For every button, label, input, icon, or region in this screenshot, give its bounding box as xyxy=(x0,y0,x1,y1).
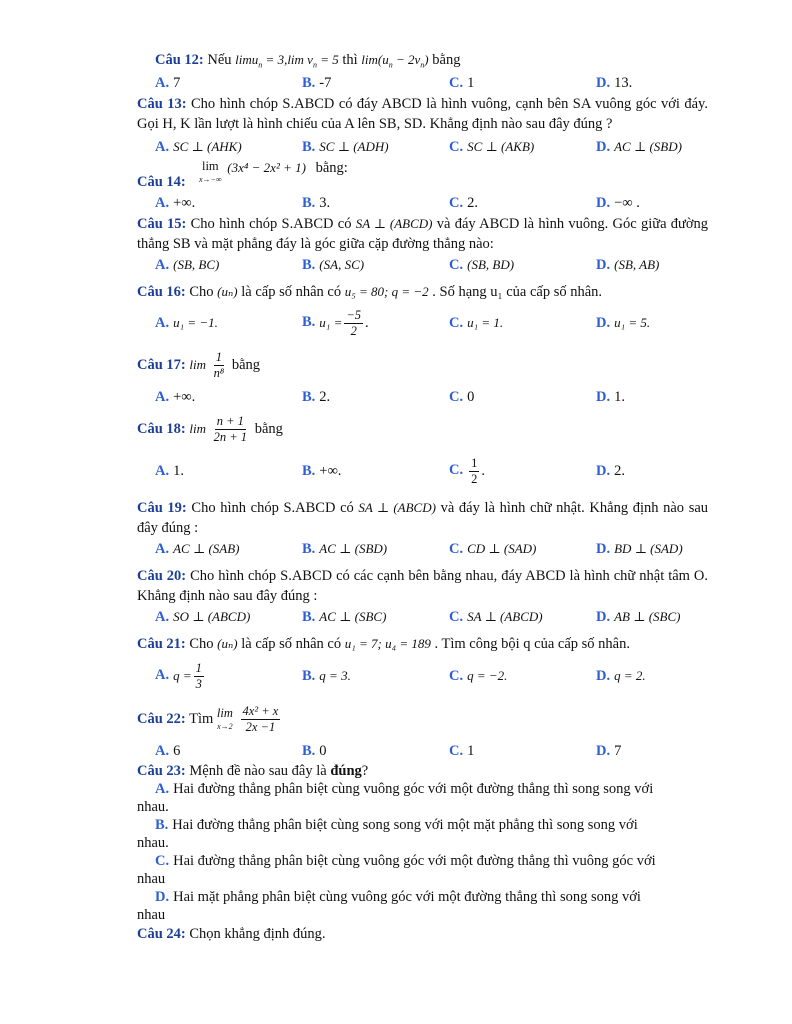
option-b[interactable]: B. AC ⊥ (SBC) xyxy=(302,608,387,625)
question-17: Câu 17: lim $\frac{1}{\text{n⁸}}$ bằng xyxy=(137,350,261,380)
option-b[interactable]: B. u₁ = $\frac{-5}{2}$ . xyxy=(302,307,369,338)
option-c[interactable]: C. (SB, BD) xyxy=(449,256,515,273)
fraction: $\frac{1}{\text{n⁸}}$ xyxy=(213,350,225,380)
statement-b[interactable]: B. Hai đường thẳng phân biệt cùng song song với một mặt phẳng thì song song với nhau. xyxy=(137,817,638,851)
question-15: Câu 15: Cho hình chóp S.ABCD có SA ⊥ (ABCD) và đáy ABCD là hình vuông. Góc giữa đường thẳng SB và mặt phẳng đáy là góc giữa cặp đường thẳng nào: xyxy=(137,216,709,252)
option-d[interactable]: D. AB ⊥ (SBC) xyxy=(596,608,681,625)
option-c[interactable]: C. $\frac{1}{2}$ . xyxy=(449,455,485,486)
option-d[interactable]: D. 13. xyxy=(596,74,633,91)
option-c[interactable]: C. 2. xyxy=(449,194,478,211)
option-d[interactable]: D. u₁ = 5. xyxy=(596,314,651,331)
fraction: $\frac{\text{4x² + x}}{2x -1}$ xyxy=(242,704,279,734)
question-19: Câu 19: Cho hình chóp S.ABCD có SA ⊥ (ABCD) và đáy là hình chữ nhật. Khẳng định nào sau đây đúng : xyxy=(137,500,709,536)
option-c[interactable]: C. 1 xyxy=(449,742,475,759)
question-number: Câu 17: xyxy=(137,356,186,373)
question-24 xyxy=(137,924,708,944)
limit-expression: lim x→−∞ (3x⁴ − 2x² + 1) bằng: xyxy=(199,159,348,184)
answer-options xyxy=(137,192,708,214)
option-c[interactable]: C. 0 xyxy=(449,388,475,405)
fraction: $\frac{n + 1}{2n + 1}$ xyxy=(213,414,248,444)
question-text: Cho hình chóp S.ABCD có các cạnh bên bằng nhau, đáy ABCD là hình chữ nhật tâm O. Khẳng định nào sau đây đúng : xyxy=(137,568,709,604)
option-a[interactable]: A. AC ⊥ (SAB) xyxy=(155,540,240,557)
question-23: Câu 23: Mệnh đề nào sau đây là đúng? A. Hai đường thẳng phân biệt cùng vuông góc với một đường thẳng thì song song với nhau. B. Hai đường thẳng phân biệt cùng song song với một mặt phẳng thì song song với nhau. C. Hai đường thẳng phân biệt cùng vuông góc với một đường thẳng thì vuông góc với nhau D. Hai mặt phẳng phân biệt cùng vuông góc với một đường thẳng thì song song với nhau xyxy=(137,762,708,924)
question-18: Câu 18: lim $\frac{n + 1}{2n + 1}$ bằng xyxy=(137,414,283,444)
question-20 xyxy=(137,566,708,606)
option-a[interactable]: A. +∞. xyxy=(155,388,196,405)
option-a[interactable]: A. SC ⊥ (AHK) xyxy=(155,138,242,155)
option-d[interactable]: D. −∞ . xyxy=(596,194,640,211)
question-number: Câu 14: xyxy=(137,174,186,190)
answer-options xyxy=(137,740,708,762)
exam-page xyxy=(137,50,708,944)
statement-c[interactable]: C. Hai đường thẳng phân biệt cùng vuông góc với một đường thẳng thì vuông góc với nhau xyxy=(137,853,656,887)
answer-options xyxy=(137,254,708,276)
option-c[interactable]: C. SA ⊥ (ABCD) xyxy=(449,608,543,625)
question-number: Câu 21: xyxy=(137,636,186,652)
question-number: Câu 13: xyxy=(137,96,187,112)
option-a[interactable]: A. u₁ = −1. xyxy=(155,314,218,331)
limit-expression: limu$_n$ = 3,lim $v_n = 5$ xyxy=(235,52,339,70)
option-c[interactable]: C. 1 xyxy=(449,74,475,91)
question-number: Câu 19: xyxy=(137,500,187,516)
question-13 xyxy=(137,94,708,134)
answer-options xyxy=(137,538,708,560)
question-14 xyxy=(137,160,708,192)
option-b[interactable]: B. +∞. xyxy=(302,462,342,479)
option-d[interactable]: D. 1. xyxy=(596,388,625,405)
question-12: Câu 12: Nếu limu$_n$ = 3,lim $v_n = 5$ thì $\lim(u_n - 2v_n)$ bằng xyxy=(155,52,461,70)
option-a[interactable]: A. 7 xyxy=(155,74,181,91)
question-number: Câu 16: xyxy=(137,284,186,300)
question-number: Câu 24: xyxy=(137,926,186,942)
option-a[interactable]: A. SO ⊥ (ABCD) xyxy=(155,608,251,625)
option-b[interactable]: B. 0 xyxy=(302,742,327,759)
question-text: Chọn khẳng định đúng. xyxy=(189,926,326,942)
option-b[interactable]: B. 3. xyxy=(302,194,331,211)
option-b[interactable]: B. -7 xyxy=(302,74,332,91)
question-text: Cho hình chóp S.ABCD có đáy ABCD là hình vuông, cạnh bên SA vuông góc với đáy. Gọi H, K lần lượt là hình chiếu của A lên SB, SD. Khẳng định nào sau đây đúng ? xyxy=(137,96,708,132)
answer-options xyxy=(137,134,708,160)
option-d[interactable]: D. BD ⊥ (SAD) xyxy=(596,540,683,557)
option-b[interactable]: B. q = 3. xyxy=(302,667,351,684)
option-c[interactable]: C. SC ⊥ (AKB) xyxy=(449,138,535,155)
statement-d[interactable]: D. Hai mặt phẳng phân biệt cùng vuông góc với một đường thẳng thì song song với nhau xyxy=(137,889,641,923)
question-number: Câu 18: xyxy=(137,420,186,437)
option-b[interactable]: B. (SA, SC) xyxy=(302,256,365,273)
question-number: Câu 12: xyxy=(155,52,204,68)
answer-options xyxy=(137,606,708,628)
question-number: Câu 23: xyxy=(137,763,186,779)
question-22: Câu 22: Tìm lim x→2 $\frac{\text{4x² + x}}{2x -1}$ xyxy=(137,704,279,734)
option-a[interactable]: A. +∞. xyxy=(155,194,196,211)
option-b[interactable]: B. 2. xyxy=(302,388,331,405)
option-c[interactable]: C. u₁ = 1. xyxy=(449,314,504,331)
option-b[interactable]: B. SC ⊥ (ADH) xyxy=(302,138,389,155)
option-d[interactable]: D. (SB, AB) xyxy=(596,256,660,273)
question-21: Câu 21: Cho (uₙ) là cấp số nhân có u₁ = 7; u₄ = 189 . Tìm công bội q của cấp số nhân. xyxy=(137,636,630,652)
option-d[interactable]: D. AC ⊥ (SBD) xyxy=(596,138,682,155)
answer-options xyxy=(137,302,708,344)
question-number: Câu 20: xyxy=(137,568,187,584)
question-16: Câu 16: Cho (uₙ) là cấp số nhân có u₅ = 80; q = −2 . Số hạng u₁ của cấp số nhân. xyxy=(137,284,603,300)
option-c[interactable]: C. CD ⊥ (SAD) xyxy=(449,540,537,557)
option-d[interactable]: D. q = 2. xyxy=(596,667,646,684)
option-a[interactable]: A. 1. xyxy=(155,462,184,479)
answer-options xyxy=(137,386,708,408)
answer-options xyxy=(137,450,708,492)
option-a[interactable]: A. 6 xyxy=(155,742,181,759)
statement-a[interactable]: A. Hai đường thẳng phân biệt cùng vuông góc với một đường thẳng thì song song với nhau. xyxy=(137,781,654,815)
option-d[interactable]: D. 7 xyxy=(596,742,622,759)
limit-operator: lim x→2 xyxy=(216,705,233,731)
question-number: Câu 22: xyxy=(137,710,186,727)
option-a[interactable]: A. q = $\frac{1}{3}$ xyxy=(155,660,202,691)
question-number: Câu 15: xyxy=(137,216,187,232)
option-d[interactable]: D. 2. xyxy=(596,462,625,479)
answer-options xyxy=(137,654,708,698)
option-b[interactable]: B. AC ⊥ (SBD) xyxy=(302,540,388,557)
option-c[interactable]: C. q = −2. xyxy=(449,667,508,684)
option-a[interactable]: A. (SB, BC) xyxy=(155,256,220,273)
